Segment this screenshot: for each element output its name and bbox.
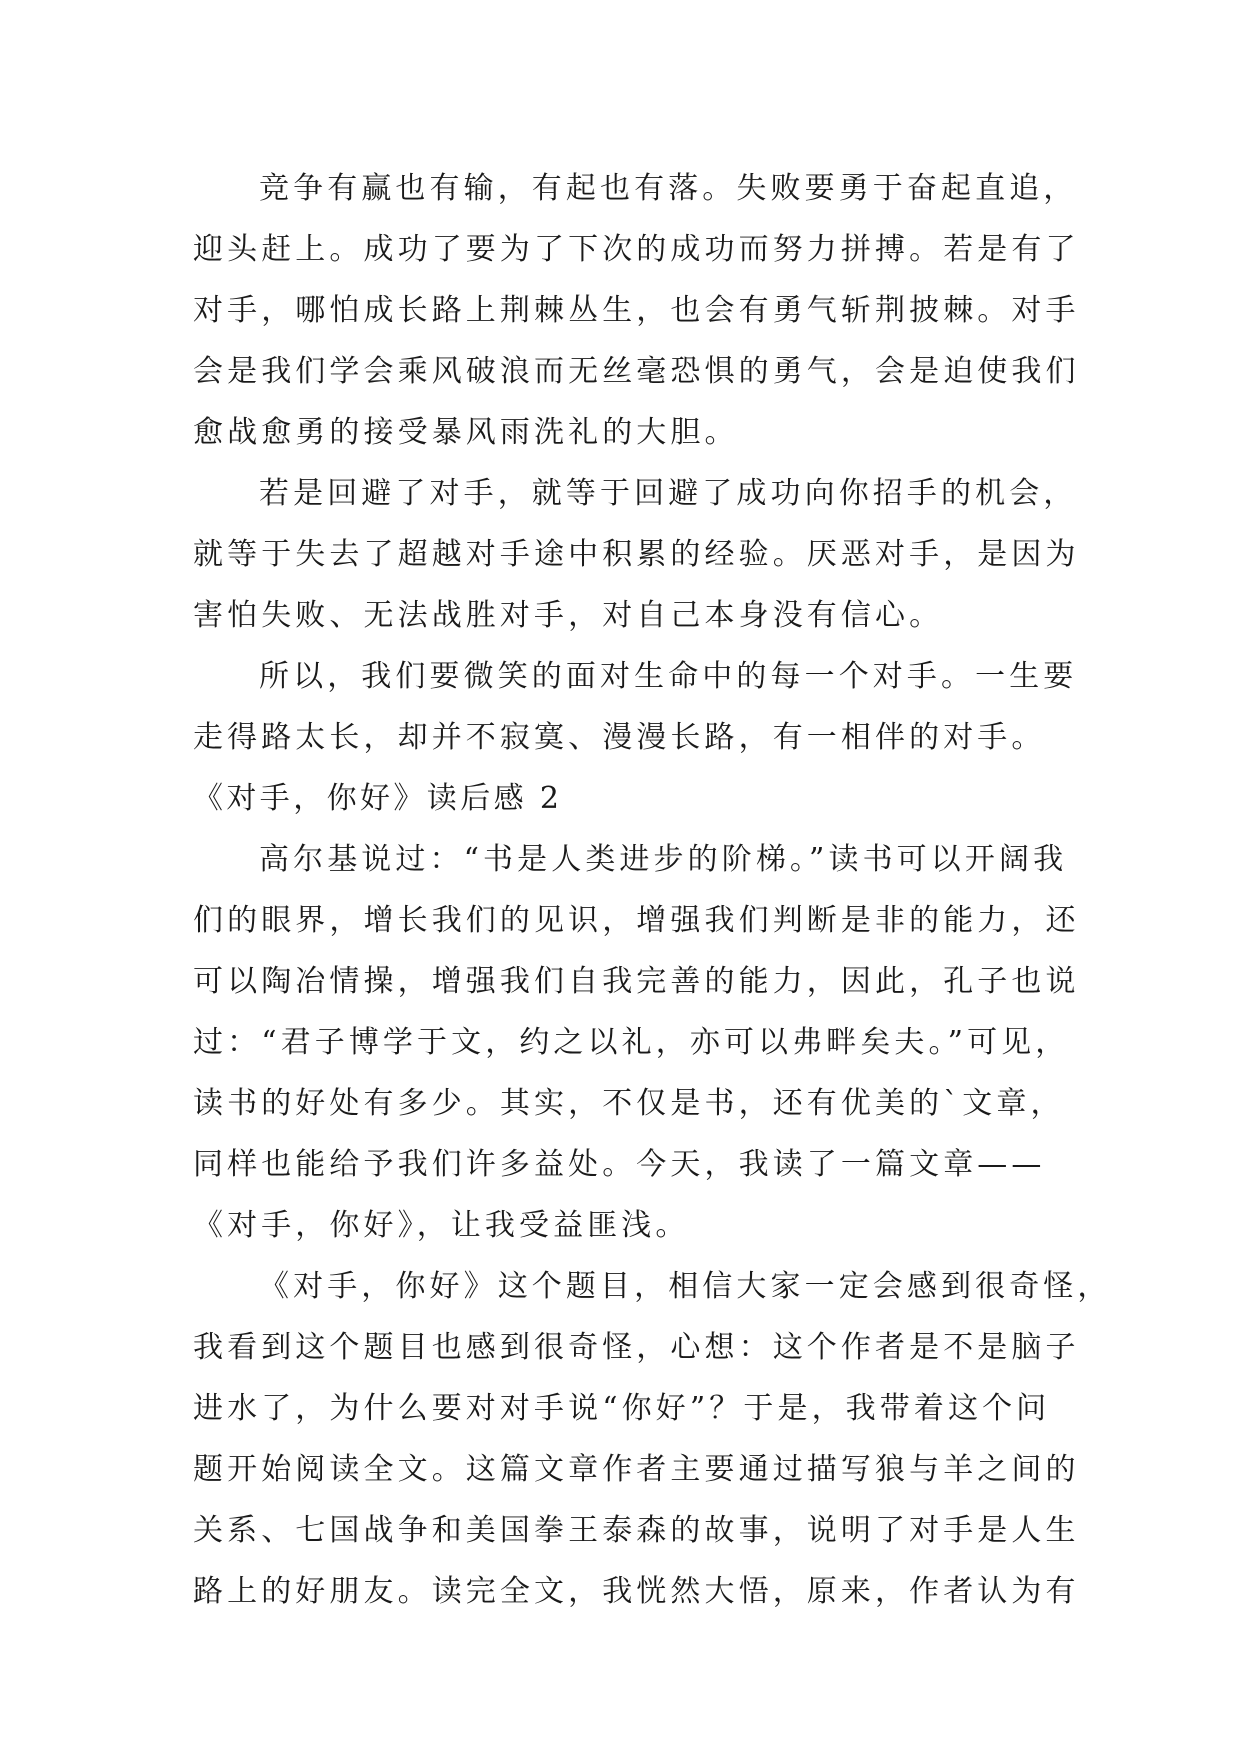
text-line: 就等于失去了超越对手途中积累的经验。厌恶对手，是因为 [193,537,1080,572]
text-line: 竞争有赢也有输，有起也有落。失败要勇于奋起直追， [259,171,1078,206]
text-line: 会是我们学会乘风破浪而无丝毫恐惧的勇气，会是迫使我们 [193,354,1080,389]
text-line: 走得路太长，却并不寂寞、漫漫长路，有一相伴的对手。 [193,720,1046,755]
text-line: 关系、七国战争和美国拳王泰森的故事，说明了对手是人生 [193,1513,1080,1548]
text-line: 同样也能给予我们许多益处。今天，我读了一篇文章—— [193,1147,1046,1182]
text-line: 害怕失败、无法战胜对手，对自己本身没有信心。 [193,598,944,633]
text-line: 所以，我们要微笑的面对生命中的每一个对手。一生要 [259,659,1078,694]
document-body [193,158,1112,1622]
text-line: 路上的好朋友。读完全文，我恍然大悟，原来，作者认为有 [193,1574,1080,1609]
text-line: 《对手，你好》，让我受益匪浅。 [193,1208,690,1243]
text-line: 《对手，你好》这个题目，相信大家一定会感到很奇怪， [259,1269,1112,1304]
text-line: 读书的好处有多少。其实，不仅是书，还有优美的`文章， [193,1086,1065,1121]
text-line: 们的眼界，增长我们的见识，增强我们判断是非的能力，还 [193,903,1080,938]
text-line: 题开始阅读全文。这篇文章作者主要通过描写狼与羊之间的 [193,1452,1080,1487]
text-line: 对手，哪怕成长路上荆棘丛生，也会有勇气斩荆披棘。对手 [193,293,1080,328]
text-line: 迎头赶上。成功了要为了下次的成功而努力拼搏。若是有了 [193,232,1080,267]
text-line: 过：“君子博学于文，约之以礼，亦可以弗畔矣夫。”可见， [193,1025,1070,1060]
text-line: 我看到这个题目也感到很奇怪，心想：这个作者是不是脑子 [193,1330,1080,1365]
section-heading: 《对手，你好》读后感 2 [193,781,563,816]
text-line: 愈战愈勇的接受暴风雨洗礼的大胆。 [193,415,739,450]
text-line: 可以陶冶情操，增强我们自我完善的能力，因此，孔子也说 [193,964,1080,999]
text-line: 高尔基说过：“书是人类进步的阶梯。”读书可以开阔我 [259,842,1068,877]
text-line: 若是回避了对手，就等于回避了成功向你招手的机会， [259,476,1078,511]
text-line: 进水了，为什么要对对手说“你好”？于是，我带着这个问 [193,1391,1051,1426]
